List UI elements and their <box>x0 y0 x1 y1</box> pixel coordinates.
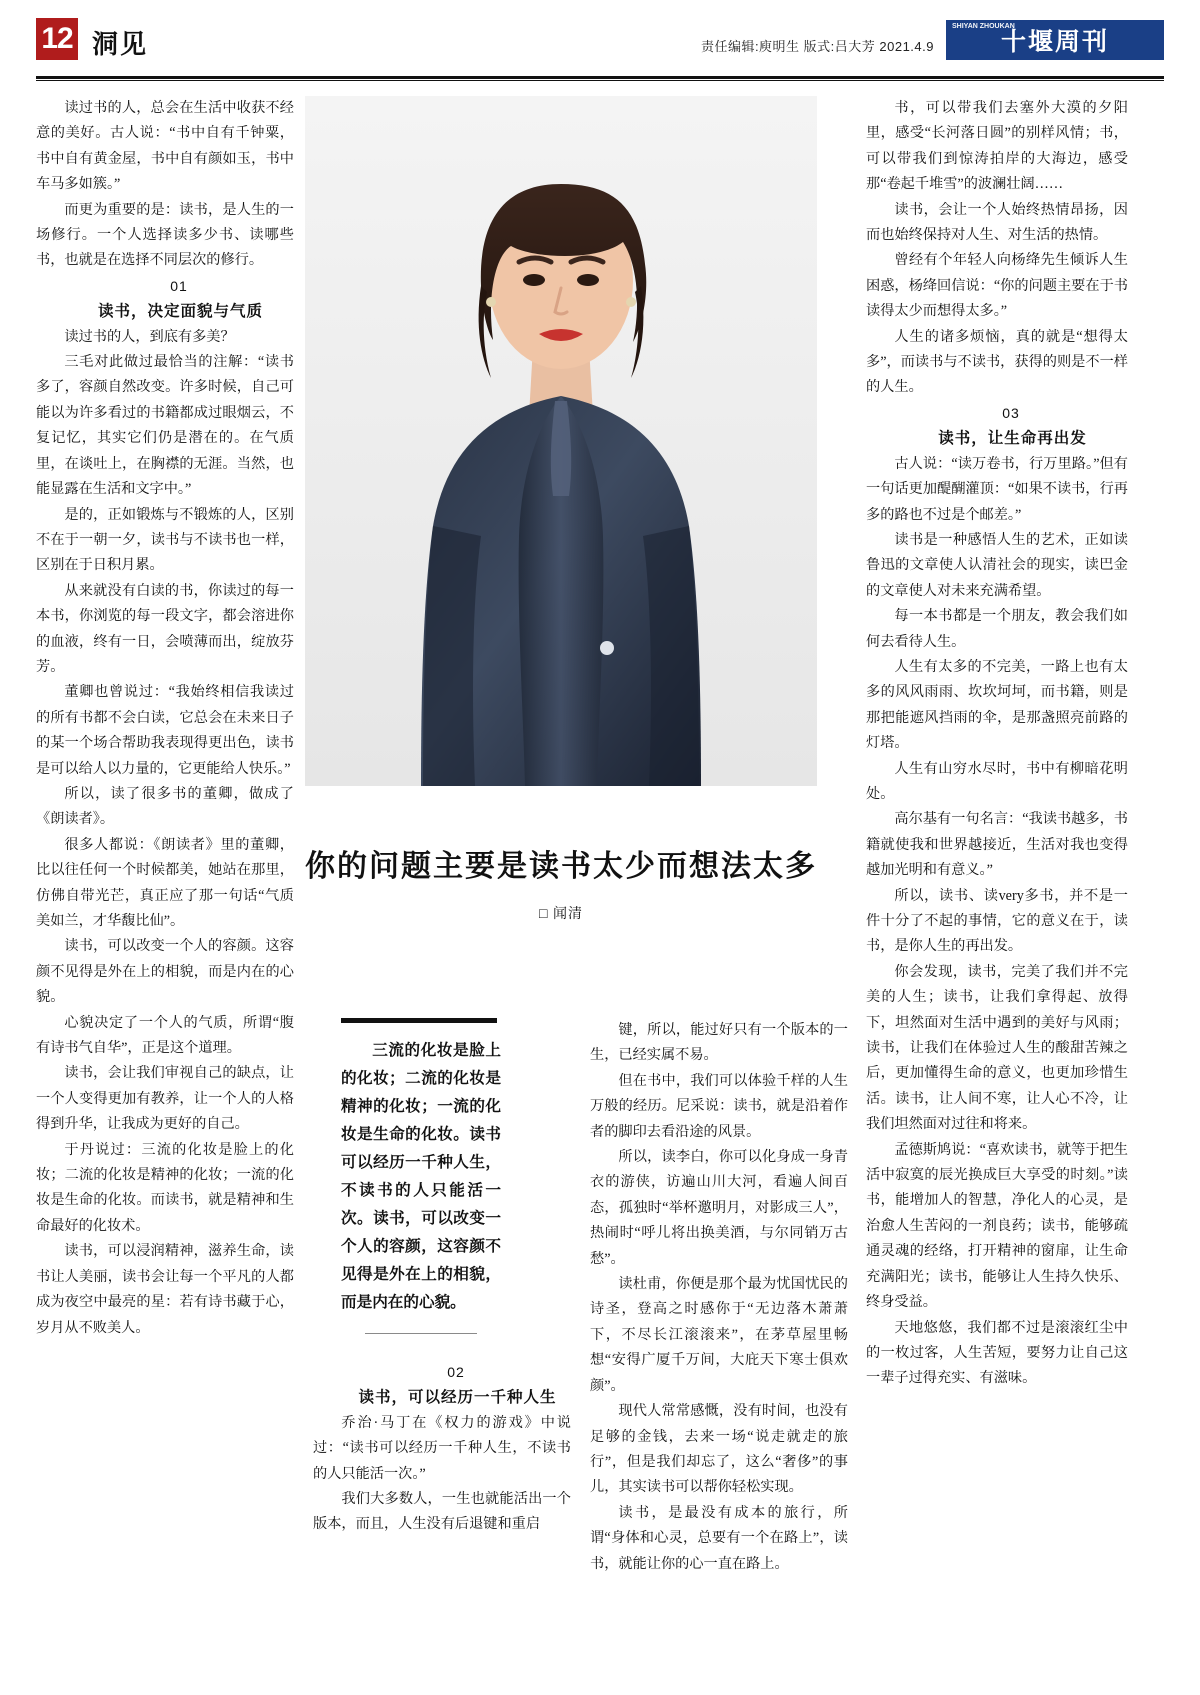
editorial-credits: 责任编辑:庾明生 版式:吕大芳 2021.4.9 <box>700 39 934 54</box>
paragraph: 所以，读了很多书的董卿，做成了《朗读者》。 <box>36 785 294 828</box>
section-heading: 读书，让生命再出发 <box>938 430 1087 448</box>
paragraph: 所以，读书、读very多书，并不是一件十分了不起的事情，它的意义在于，读书，是你人生的再出发。 <box>866 887 1128 955</box>
paragraph: 于丹说过：三流的化妆是脸上的化妆；二流的化妆是精神的化妆；一流的化妆是生命的化妆。而读书，就是精神和生命最好的化妆术。 <box>36 1141 294 1234</box>
paragraph: 现代人常常感慨，没有时间，也没有足够的金钱，去来一场“说走就走的旅行”，但是我们却忘了，这么“奢侈”的事儿，其实读书可以帮你轻松实现。 <box>590 1403 848 1496</box>
section-title: 洞见 <box>92 30 149 59</box>
paragraph: 书，可以带我们去塞外大漠的夕阳里，感受“长河落日圆”的别样风情；书，可以带我们到惊涛拍岸的大海边，感受那“卷起千堆雪”的波澜壮阔…… <box>866 100 1128 193</box>
article-headline: 你的问题主要是读书太少而想法太多 <box>305 850 817 883</box>
section-number: 01 <box>170 277 188 294</box>
pull-quote <box>341 1018 501 1334</box>
paragraph: 很多人都说：《朗读者》里的董卿，比以往任何一个时候都美，她站在那里，仿佛自带光芒，真正应了那一句话“气质美如兰，才华馥比仙”。 <box>36 836 294 929</box>
paragraph: 所以，读李白，你可以化身成一身青衣的游侠，访遍山川大河，看遍人间百态，孤独时“举杯邀明月，对影成三人”，热闹时“呼儿将出换美酒，与尔同销万古愁”。 <box>590 1149 848 1267</box>
paragraph: 是的，正如锻炼与不锻炼的人，区别不在于一朝一夕，读书与不读书也一样，区别在于日积月累。 <box>36 506 294 574</box>
paragraph: 高尔基有一句名言：“我读书越多，书籍就使我和世界越接近，生活对我也变得越加光明和有意义。” <box>866 811 1128 879</box>
publication-logo <box>946 20 1164 60</box>
paragraph: 我们大多数人，一生也就能活出一个版本，而且，人生没有后退键和重启 <box>313 1491 571 1533</box>
paragraph: 从来就没有白读的书，你读过的每一本书，你浏览的每一段文字，都会溶进你的血液，终有一日，会喷薄而出，绽放芬芳。 <box>36 582 294 675</box>
paragraph: 董卿也曾说过：“我始终相信我读过的所有书都不会白读，它总会在未来日子的某一个场合帮助我表现得更出色，读书是可以给人以力量的，它更能给人快乐。” <box>36 684 294 777</box>
paragraph: 孟德斯鸠说：“喜欢读书，就等于把生活中寂寞的辰光换成巨大享受的时刻。”读书，能增加人的智慧，净化人的心灵，是治愈人生苦闷的一剂良药；读书，能够疏通灵魂的经络，打开精神的窗扉，让生命充满阳光；读书，能够让人生持久快乐、终身受益。 <box>866 1141 1128 1311</box>
masthead-rule <box>36 76 1164 79</box>
paragraph: 你会发现，读书，完美了我们并不完美的人生；读书，让我们拿得起、放得下，坦然面对生活中遇到的美好与风雨；读书，让我们在体验过人生的酸甜苦辣之后，更加懂得生命的意义，也更加珍惜生活。读书，让人间不寒，让人心不冷，让我们坦然面对过往和将来。 <box>866 963 1128 1133</box>
paragraph: 三毛对此做过最恰当的注解：“读书多了，容颜自然改变。许多时候，自己可能以为许多看过的书籍都成过眼烟云，不复记忆，其实它们仍是潜在的。在气质里，在谈吐上，在胸襟的无涯。当然，也能显露在生活和文字中。” <box>36 354 294 498</box>
masthead <box>36 18 1164 72</box>
paragraph: 人生有山穷水尽时，书中有柳暗花明处。 <box>866 760 1128 802</box>
paragraph: 曾经有个年轻人向杨绛先生倾诉人生困惑，杨绛回信说：“你的问题主要在于书读得太少而想得太多。” <box>866 252 1128 320</box>
section-number: 03 <box>1002 404 1020 421</box>
portrait-illustration <box>305 96 817 786</box>
paragraph: 读书是一种感悟人生的艺术，正如读鲁迅的文章使人认清社会的现实，读巴金的文章使人对未来充满希望。 <box>866 531 1128 599</box>
paragraph: 读书，会让一个人始终热情昂扬，因而也始终保持对人生、对生活的热情。 <box>866 201 1128 244</box>
paragraph: 读杜甫，你便是那个最为忧国忧民的诗圣，登高之时感你于“无边落木萧萧下，不尽长江滚滚来”，在茅草屋里畅想“安得广厦千万间，大庇天下寒士俱欢颜”。 <box>590 1276 848 1394</box>
paragraph: 键，所以，能过好只有一个版本的一生，已经实属不易。 <box>590 1022 848 1064</box>
pull-quote-rule-top <box>341 1018 497 1023</box>
pull-quote-text: 三流的化妆是脸上的化妆；二流的化妆是精神的化妆；一流的化妆是生命的化妆。读书可以经历一千种人生，不读书的人只能活一次。读书，可以改变一个人的容颜，这容颜不见得是外在上的相貌，而是内在的心貌。 <box>341 1042 501 1311</box>
section-heading: 读书，决定面貌与气质 <box>97 303 263 321</box>
paragraph: 读过书的人，到底有多美？ <box>64 328 235 345</box>
section-number: 02 <box>447 1364 465 1380</box>
paragraph: 心貌决定了一个人的气质，所谓“腹有诗书气自华”，正是这个道理。 <box>36 1014 294 1057</box>
paragraph: 人生的诸多烦恼，真的就是“想得太多”，而读书与不读书，获得的则是不一样的人生。 <box>866 328 1128 396</box>
column-4 <box>866 96 1128 1392</box>
column-3 <box>590 1018 848 1577</box>
paragraph: 读书，可以改变一个人的容颜。这容颜不见得是外在上的相貌，而是内在的心貌。 <box>36 938 294 1006</box>
column-1 <box>36 96 294 1341</box>
paragraph: 人生有太多的不完美，一路上也有太多的风风雨雨、坎坎坷坷，而书籍，则是那把能遮风挡雨的伞，是那盏照亮前路的灯塔。 <box>866 658 1128 752</box>
paragraph: 乔治·马丁在《权力的游戏》中说过：“读书可以经历一千种人生，不读书的人只能活一次。” <box>313 1414 571 1482</box>
paragraph: 读过书的人，总会在生活中收获不经意的美好。古人说：“书中自有千钟粟，书中自有黄金屋，书中自有颜如玉，书中车马多如簇。” <box>36 100 294 193</box>
pull-quote-rule-bottom <box>365 1333 477 1334</box>
paragraph: 读书，可以浸润精神，滋养生命，读书让人美丽，读书会让每一个平凡的人都成为夜空中最亮的星：若有诗书藏于心，岁月从不败美人。 <box>36 1243 294 1336</box>
paragraph: 读书，会让我们审视自己的缺点，让一个人变得更加有教养，让一个人的人格得到升华，让我成为更好的自己。 <box>36 1065 294 1133</box>
paragraph: 读书，是最没有成本的旅行，所谓“身体和心灵，总要有一个在路上”，读书，就能让你的心一直在路上。 <box>590 1504 848 1572</box>
column-2 <box>313 1360 571 1538</box>
paragraph: 每一本书都是一个朋友，教会我们如何去看待人生。 <box>866 608 1128 650</box>
paragraph: 但在书中，我们可以体验千样的人生万般的经历。尼采说：读书，就是沿着作者的脚印去看沿途的风景。 <box>590 1072 848 1140</box>
publication-logo-text: 十堰周刊 <box>1000 29 1109 56</box>
article-photo <box>305 96 817 786</box>
paragraph: 古人说：“读万卷书，行万里路。”但有一句话更加醍醐灌顶：“如果不读书，行再多的路也不过是个邮差。” <box>866 455 1128 523</box>
paragraph: 天地悠悠，我们都不过是滚滚红尘中的一枚过客，人生苦短，要努力让自己这一辈子过得充实、有滋味。 <box>866 1319 1128 1387</box>
publication-logo-pinyin: SHIYAN ZHOUKAN <box>952 23 1015 30</box>
section-heading: 读书，可以经历一千种人生 <box>358 1389 557 1407</box>
page-folio: 12 <box>36 18 78 60</box>
paragraph: 而更为重要的是：读书，是人生的一场修行。一个人选择读多少书、读哪些书，也就是在选择不同层次的修行。 <box>36 201 294 269</box>
article-byline: □ 闻清 <box>539 907 583 922</box>
